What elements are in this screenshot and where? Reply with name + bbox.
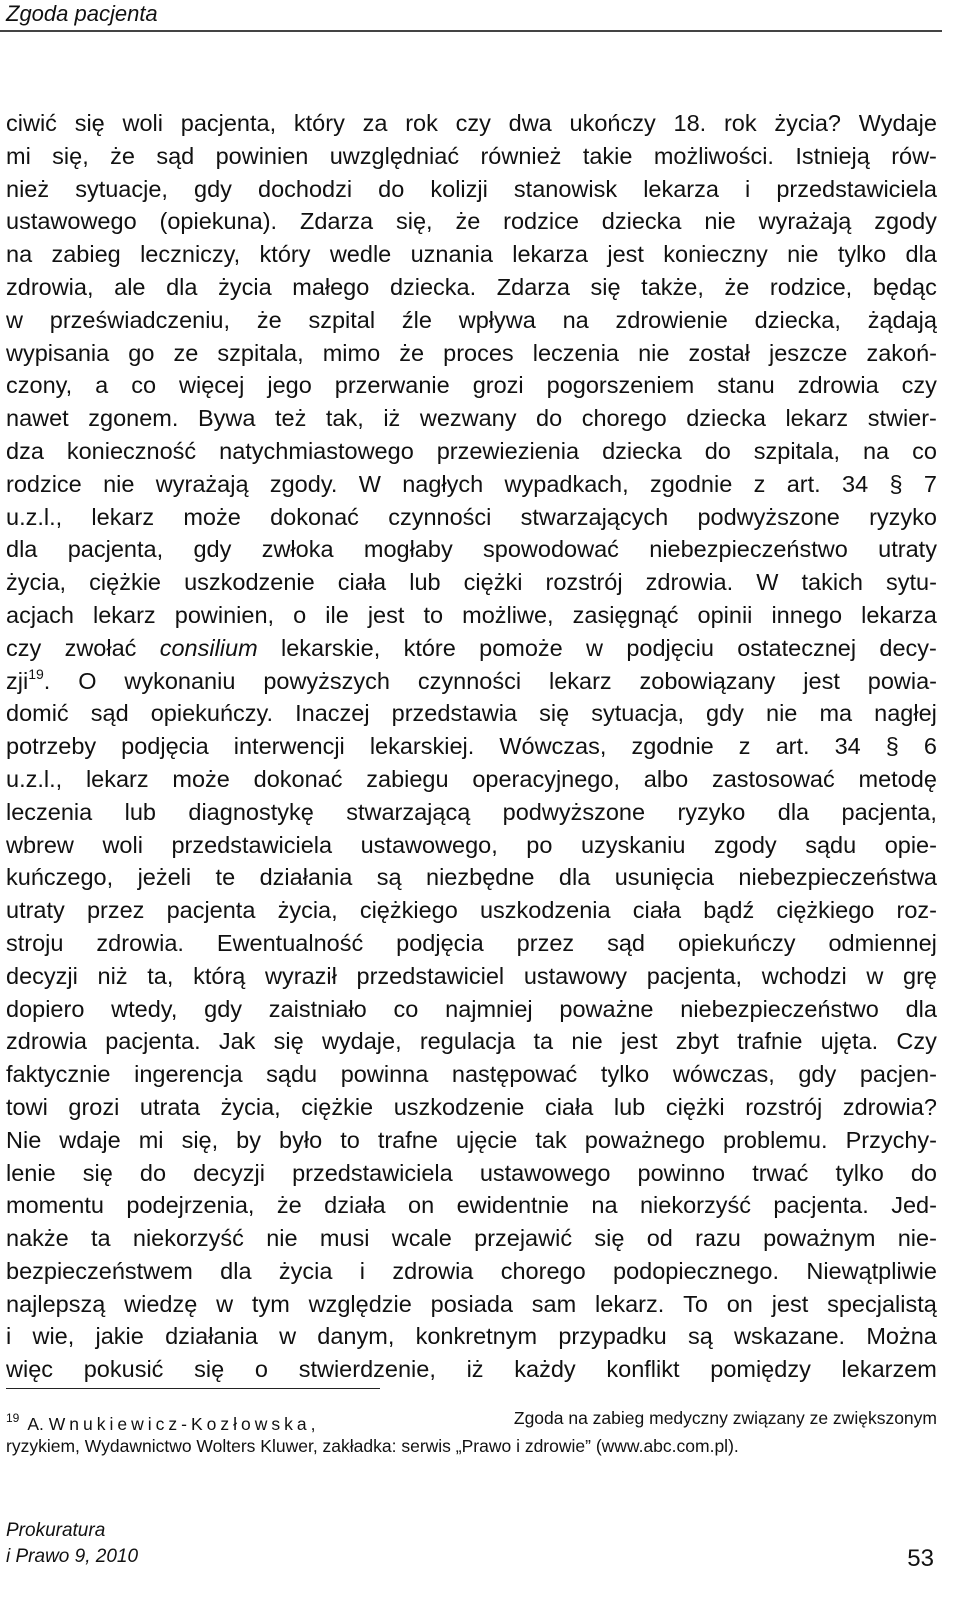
text-line: nież sytuacje, gdy dochodzi do kolizji stanowisk lekarza i przedstawiciela xyxy=(6,175,937,202)
text-line: zdrowia pacjenta. Jak się wydaje, regulacja ta nie jest zbyt trafnie ujęta. Czy xyxy=(6,1028,937,1055)
text-line: zji$^{19}$. O wykonaniu powyższych czynności lekarz zobowiązany jest powia- xyxy=(6,665,937,694)
text-line: i wie, jakie działania w danym, konkretnym przypadku są wskazane. Można xyxy=(6,1323,937,1350)
text-line: czy zwołać consilium lekarskie, które pomoże w podjęciu ostatecznej decy- xyxy=(6,634,937,661)
text-line: Nie wdaje mi się, by było to trafne ujęcie tak poważnego problemu. Przychy- xyxy=(6,1126,937,1153)
text-line: decyzji niż ta, którą wyraził przedstawiciel ustawowy pacjenta, wchodzi w grę xyxy=(6,962,937,989)
text-line: dla pacjenta, gdy zwłoka mogłaby spowodować niebezpieczeństwo utraty xyxy=(6,536,937,563)
text-line: bezpieczeństwem dla życia i zdrowia chorego podopiecznego. Niewątpliwie xyxy=(6,1257,937,1284)
text-line: życia, ciężkie uszkodzenie ciała lub ciężki rozstrój zdrowia. W takich sytu- xyxy=(6,569,937,596)
text-line: dza konieczność natychmiastowego przewiezienia dziecka do szpitala, na co xyxy=(6,437,937,464)
footnote-19 xyxy=(6,1404,937,1460)
text-line: leczenia lub diagnostykę stwarzającą podwyższone ryzyko dla pacjenta, xyxy=(6,798,937,825)
footnote-line-2: ryzykiem, Wydawnictwo Wolters Kluwer, zakładka: serwis „Prawo i zdrowie” (www.abc.com.pl). xyxy=(6,1436,739,1456)
footnote-line-1 xyxy=(6,1404,937,1432)
text-line: nawet zgonem. Bywa też tak, iż wezwany do chorego dziecka lekarz stwier- xyxy=(6,405,937,432)
text-line: towi grozi utrata życia, ciężkie uszkodzenie ciała lub ciężki rozstrój zdrowia? xyxy=(6,1093,937,1120)
text-line: acjach lekarz powinien, o ile jest to możliwe, zasięgnąć opinii innego lekarza xyxy=(6,601,937,628)
text-line: ustawowego (opiekuna). Zdarza się, że rodzice dziecka nie wyrażają zgody xyxy=(6,208,937,235)
text-line: lenie się do decyzji przedstawiciela ustawowego powinno trwać tylko do xyxy=(6,1159,937,1186)
text-line: rodzice nie wyrażają zgody. W nagłych wypadkach, zgodnie z art. 34 § 7 xyxy=(6,470,937,497)
footnote-author-prefix: A. xyxy=(27,1414,44,1434)
text-line: u.z.l., lekarz może dokonać zabiegu operacyjnego, albo zastosować metodę xyxy=(6,765,937,792)
text-line: wypisania go ze szpitala, mimo że proces leczenia nie został jeszcze zakoń- xyxy=(6,339,937,366)
text-line: stroju zdrowia. Ewentualność podjęcia przez sąd opiekuńczy odmiennej xyxy=(6,929,937,956)
text-line: nakże ta niekorzyść nie musi wcale przejawić się od razu poważnym nie- xyxy=(6,1225,937,1252)
main-text-block xyxy=(6,107,937,1386)
text-line: u.z.l., lekarz może dokonać czynności stwarzających podwyższone ryzyko xyxy=(6,503,937,530)
text-line: mi się, że sąd powinien uwzględniać również takie możliwości. Istnieją rów- xyxy=(6,142,937,169)
text-line: wbrew woli przedstawiciela ustawowego, po uzyskaniu zgody sądu opie- xyxy=(6,831,937,858)
text-line: kuńczego, jeżeli te działania są niezbędne dla usunięcia niebezpieczeństwa xyxy=(6,864,937,891)
text-line: na zabieg leczniczy, który wedle uznania lekarza jest konieczny nie tylko dla xyxy=(6,241,937,268)
text-line: najlepszą wiedzę w tym względzie posiada sam lekarz. To on jest specjalistą xyxy=(6,1290,937,1317)
text-line: czony, a co więcej jego przerwanie grozi pogorszeniem stanu zdrowia czy xyxy=(6,372,937,399)
footnote-title: Zgoda na zabieg medyczny związany ze zwiększonym xyxy=(513,1408,937,1428)
footnote-author: Wnukiewicz-Kozłowska, xyxy=(48,1414,320,1434)
footnote-divider xyxy=(6,1388,380,1389)
footnote-number: 19 xyxy=(6,1411,20,1425)
page-number: 53 xyxy=(907,1545,934,1572)
journal-issue: i Prawo 9, 2010 xyxy=(6,1546,139,1567)
text-line: utraty przez pacjenta życia, ciężkiego uszkodzenia ciała bądź ciężkiego roz- xyxy=(6,897,937,924)
footnote-reference: 19 xyxy=(28,665,44,682)
text-line: domić sąd opiekuńczy. Inaczej przedstawia się sytuacja, gdy nie ma nagłej xyxy=(6,700,937,727)
header-divider xyxy=(0,30,942,32)
text-line: faktycznie ingerencja sądu powinna następować tylko wówczas, gdy pacjen- xyxy=(6,1061,937,1088)
journal-name: Prokuratura xyxy=(6,1520,106,1541)
text-line: momentu podejrzenia, że działa on ewidentnie na niekorzyść pacjenta. Jed- xyxy=(6,1192,937,1219)
text-line: potrzeby podjęcia interwencji lekarskiej. Wówczas, zgodnie z art. 34 § 6 xyxy=(6,733,937,760)
text-line: więc pokusić się o stwierdzenie, iż każdy konflikt pomiędzy lekarzem xyxy=(6,1356,937,1383)
text-line: dopiero wtedy, gdy zaistniało co najmniej poważne niebezpieczeństwo dla xyxy=(6,995,937,1022)
running-header-title: Zgoda pacjenta xyxy=(6,1,158,26)
text-line: zdrowia, ale dla życia małego dziecka. Zdarza się także, że rodzice, będąc xyxy=(6,273,937,300)
journal-info xyxy=(6,1518,138,1570)
text-line: w przeświadczeniu, że szpital źle wpływa na zdrowienie dziecka, żądają xyxy=(6,306,937,333)
text-line: ciwić się woli pacjenta, który za rok czy dwa ukończy 18. rok życia? Wydaje xyxy=(6,110,937,136)
